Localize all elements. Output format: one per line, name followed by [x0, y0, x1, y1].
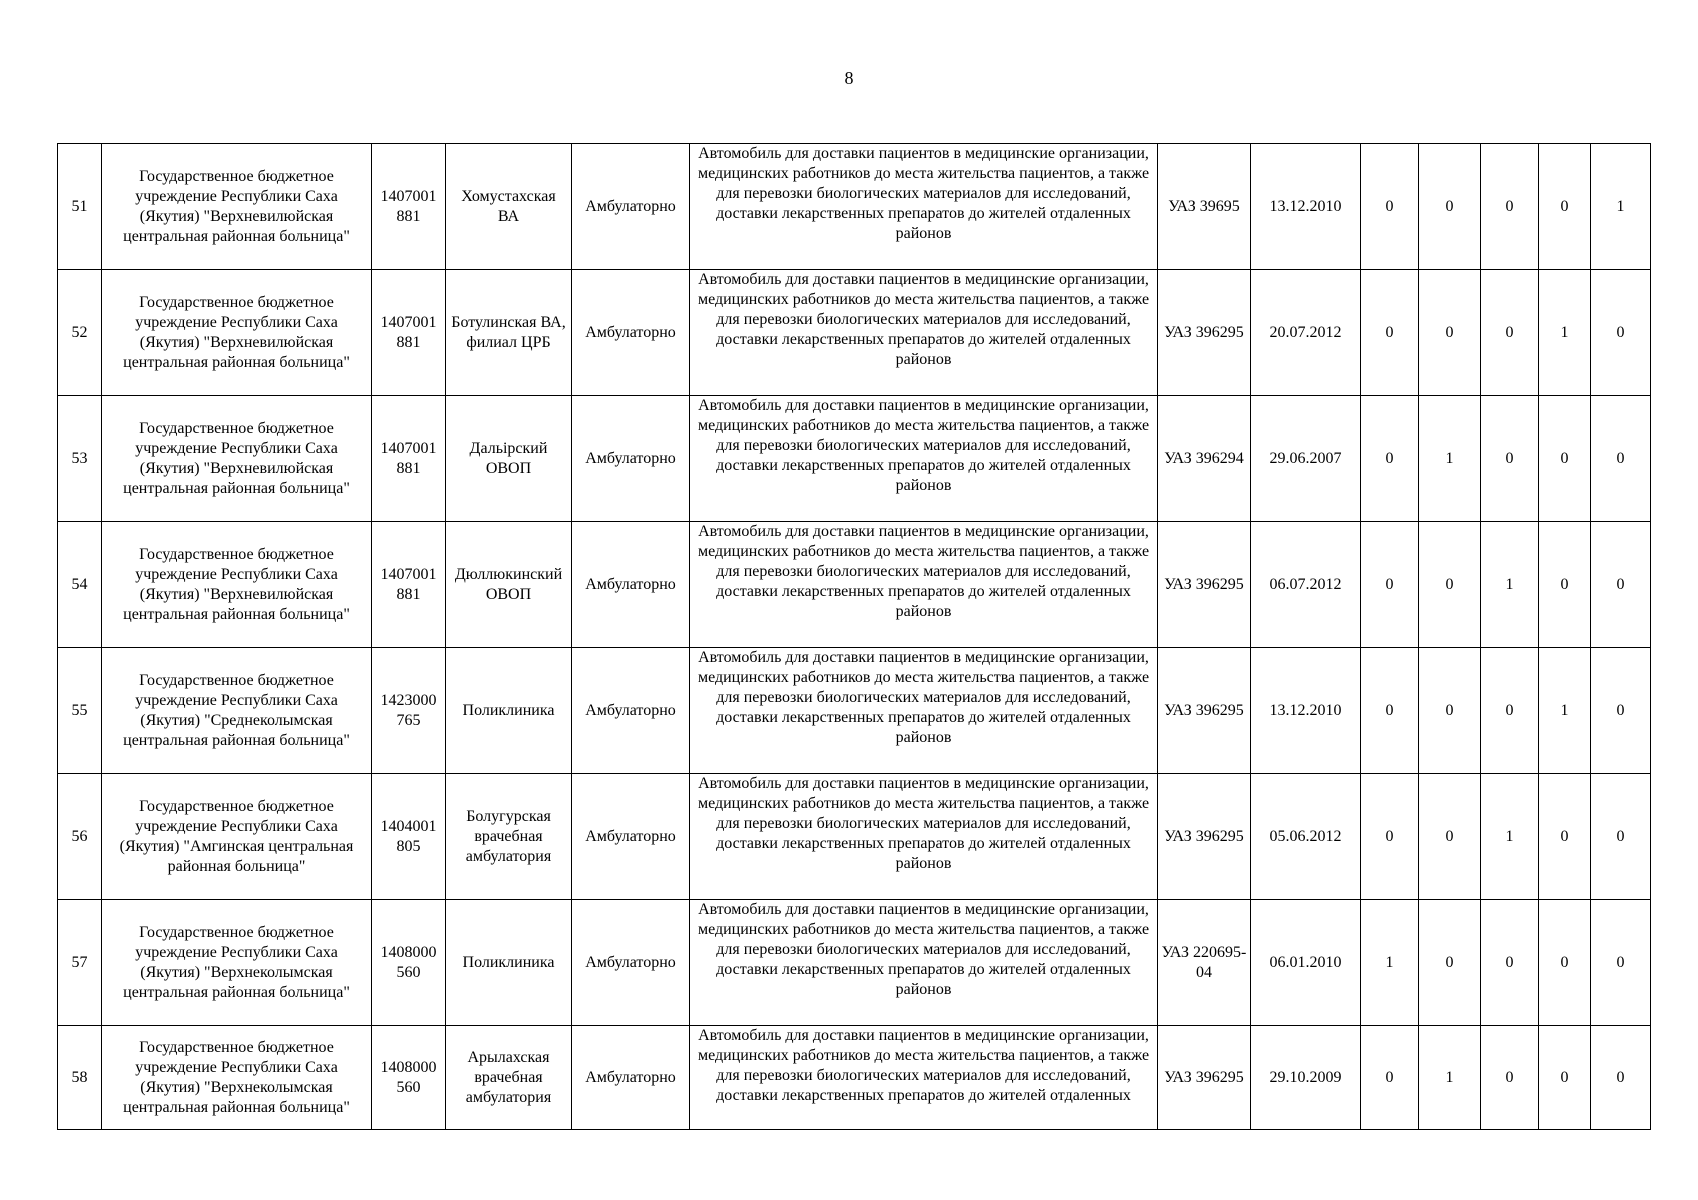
vehicle-purpose-text: Автомобиль для доставки пациентов в медицинские организации, медицинских работников до места жительства пациентов, а также для перевозки биологических материалов для исследований, доставки лекарственных препаратов до жителей отдаленных районов [697, 145, 1150, 242]
count-cell-5: 0 [1591, 396, 1651, 522]
count-cell-3: 1 [1481, 522, 1539, 648]
vehicle-purpose-cell [690, 522, 1158, 648]
org-code-cell: 1408000 560 [372, 900, 446, 1026]
unit-cell: Арылахская врачебная амбулатория [446, 1026, 572, 1130]
row-number-cell: 51 [58, 144, 102, 270]
vehicle-purpose-text: Автомобиль для доставки пациентов в медицинские организации, медицинских работников до места жительства пациентов, а также для перевозки биологических материалов для исследований, доставки лекарственных препаратов до жителей отдаленных районов [697, 775, 1150, 872]
count-cell-2: 0 [1419, 522, 1481, 648]
org-code-cell: 1407001 881 [372, 396, 446, 522]
unit-cell: Ботулинская ВА, филиал ЦРБ [446, 270, 572, 396]
count-cell-2: 0 [1419, 900, 1481, 1026]
count-cell-2: 0 [1419, 774, 1481, 900]
table-row [58, 144, 1651, 270]
count-cell-3: 0 [1481, 900, 1539, 1026]
care-type-cell: Амбулаторно [572, 396, 690, 522]
vehicle-model-cell: УАЗ 396294 [1158, 396, 1251, 522]
row-number-cell: 57 [58, 900, 102, 1026]
unit-cell: Поликлиника [446, 900, 572, 1026]
count-cell-5: 0 [1591, 522, 1651, 648]
count-cell-2: 0 [1419, 648, 1481, 774]
vehicle-model-cell: УАЗ 39695 [1158, 144, 1251, 270]
org-code-cell: 1407001 881 [372, 144, 446, 270]
organization-cell: Государственное бюджетное учреждение Республики Саха (Якутия) "Верхневилюйская центральная районная больница" [102, 396, 372, 522]
count-cell-2: 0 [1419, 144, 1481, 270]
table-row [58, 270, 1651, 396]
vehicle-purpose-cell [690, 648, 1158, 774]
date-cell: 29.06.2007 [1251, 396, 1361, 522]
count-cell-5: 0 [1591, 648, 1651, 774]
count-cell-5: 0 [1591, 1026, 1651, 1130]
vehicle-model-cell: УАЗ 396295 [1158, 774, 1251, 900]
organization-cell: Государственное бюджетное учреждение Республики Саха (Якутия) "Верхнеколымская центральная районная больница" [102, 900, 372, 1026]
vehicle-purpose-text: Автомобиль для доставки пациентов в медицинские организации, медицинских работников до места жительства пациентов, а также для перевозки биологических материалов для исследований, доставки лекарственных препаратов до жителей отдаленных районов [697, 271, 1150, 368]
count-cell-4: 0 [1539, 144, 1591, 270]
count-cell-3: 0 [1481, 648, 1539, 774]
row-number-cell: 54 [58, 522, 102, 648]
row-number-cell: 52 [58, 270, 102, 396]
date-cell: 20.07.2012 [1251, 270, 1361, 396]
org-code-cell: 1408000 560 [372, 1026, 446, 1130]
row-number-cell: 55 [58, 648, 102, 774]
row-number-cell: 53 [58, 396, 102, 522]
count-cell-3: 0 [1481, 270, 1539, 396]
organization-cell: Государственное бюджетное учреждение Республики Саха (Якутия) "Верхнеколымская центральная районная больница" [102, 1026, 372, 1130]
vehicle-purpose-text: Автомобиль для доставки пациентов в медицинские организации, медицинских работников до места жительства пациентов, а также для перевозки биологических материалов для исследований, доставки лекарственных препаратов до жителей отдаленных районов [697, 523, 1150, 620]
count-cell-5: 0 [1591, 270, 1651, 396]
care-type-cell: Амбулаторно [572, 270, 690, 396]
count-cell-1: 1 [1361, 900, 1419, 1026]
count-cell-2: 0 [1419, 270, 1481, 396]
organization-cell: Государственное бюджетное учреждение Республики Саха (Якутия) "Амгинская центральная районная больница" [102, 774, 372, 900]
organization-cell: Государственное бюджетное учреждение Республики Саха (Якутия) "Среднеколымская центральная районная больница" [102, 648, 372, 774]
care-type-cell: Амбулаторно [572, 1026, 690, 1130]
count-cell-4: 1 [1539, 648, 1591, 774]
vehicle-purpose-cell [690, 900, 1158, 1026]
count-cell-2: 1 [1419, 1026, 1481, 1130]
count-cell-3: 1 [1481, 774, 1539, 900]
table-row [58, 900, 1651, 1026]
care-type-cell: Амбулаторно [572, 774, 690, 900]
count-cell-4: 0 [1539, 396, 1591, 522]
row-number-cell: 56 [58, 774, 102, 900]
unit-cell: Дальірский ОВОП [446, 396, 572, 522]
count-cell-3: 0 [1481, 396, 1539, 522]
vehicle-model-cell: УАЗ 396295 [1158, 522, 1251, 648]
count-cell-2: 1 [1419, 396, 1481, 522]
vehicle-purpose-text: Автомобиль для доставки пациентов в медицинские организации, медицинских работников до места жительства пациентов, а также для перевозки биологических материалов для исследований, доставки лекарственных препаратов до жителей отдаленных районов [697, 649, 1150, 746]
count-cell-1: 0 [1361, 774, 1419, 900]
count-cell-1: 0 [1361, 396, 1419, 522]
count-cell-3: 0 [1481, 144, 1539, 270]
date-cell: 29.10.2009 [1251, 1026, 1361, 1130]
count-cell-3: 0 [1481, 1026, 1539, 1130]
table-row [58, 522, 1651, 648]
count-cell-1: 0 [1361, 648, 1419, 774]
table-row [58, 648, 1651, 774]
date-cell: 06.07.2012 [1251, 522, 1361, 648]
organization-cell: Государственное бюджетное учреждение Республики Саха (Якутия) "Верхневилюйская центральная районная больница" [102, 270, 372, 396]
count-cell-4: 0 [1539, 1026, 1591, 1130]
vehicle-purpose-cell [690, 774, 1158, 900]
unit-cell: Хомустахская ВА [446, 144, 572, 270]
count-cell-4: 1 [1539, 270, 1591, 396]
date-cell: 05.06.2012 [1251, 774, 1361, 900]
care-type-cell: Амбулаторно [572, 522, 690, 648]
org-code-cell: 1423000 765 [372, 648, 446, 774]
vehicle-purpose-text: Автомобиль для доставки пациентов в медицинские организации, медицинских работников до места жительства пациентов, а также для перевозки биологических материалов для исследований, доставки лекарственных препаратов до жителей отдаленных районов [697, 901, 1150, 998]
vehicle-model-cell: УАЗ 220695-04 [1158, 900, 1251, 1026]
vehicle-purpose-cell [690, 270, 1158, 396]
unit-cell: Дюллюкинский ОВОП [446, 522, 572, 648]
count-cell-1: 0 [1361, 522, 1419, 648]
table-row [58, 1026, 1651, 1130]
unit-cell: Поликлиника [446, 648, 572, 774]
count-cell-1: 0 [1361, 144, 1419, 270]
vehicle-purpose-cell [690, 396, 1158, 522]
vehicle-model-cell: УАЗ 396295 [1158, 270, 1251, 396]
count-cell-1: 0 [1361, 1026, 1419, 1130]
vehicle-purpose-text: Автомобиль для доставки пациентов в медицинские организации, медицинских работников до места жительства пациентов, а также для перевозки биологических материалов для исследований, доставки лекарственных препаратов до жителей отдаленных [697, 1027, 1150, 1104]
count-cell-1: 0 [1361, 270, 1419, 396]
date-cell: 13.12.2010 [1251, 648, 1361, 774]
org-code-cell: 1407001 881 [372, 522, 446, 648]
date-cell: 13.12.2010 [1251, 144, 1361, 270]
vehicle-registry-table [57, 143, 1651, 1130]
row-number-cell: 58 [58, 1026, 102, 1130]
org-code-cell: 1404001 805 [372, 774, 446, 900]
vehicle-model-cell: УАЗ 396295 [1158, 648, 1251, 774]
vehicle-purpose-text: Автомобиль для доставки пациентов в медицинские организации, медицинских работников до места жительства пациентов, а также для перевозки биологических материалов для исследований, доставки лекарственных препаратов до жителей отдаленных районов [697, 397, 1150, 494]
count-cell-4: 0 [1539, 900, 1591, 1026]
count-cell-4: 0 [1539, 522, 1591, 648]
count-cell-5: 0 [1591, 774, 1651, 900]
count-cell-5: 0 [1591, 900, 1651, 1026]
care-type-cell: Амбулаторно [572, 648, 690, 774]
table-row [58, 774, 1651, 900]
care-type-cell: Амбулаторно [572, 900, 690, 1026]
count-cell-5: 1 [1591, 144, 1651, 270]
vehicle-purpose-cell [690, 1026, 1158, 1130]
vehicle-registry-table-wrapper [57, 143, 1651, 1130]
care-type-cell: Амбулаторно [572, 144, 690, 270]
vehicle-model-cell: УАЗ 396295 [1158, 1026, 1251, 1130]
unit-cell: Болугурская врачебная амбулатория [446, 774, 572, 900]
count-cell-4: 0 [1539, 774, 1591, 900]
table-row [58, 396, 1651, 522]
organization-cell: Государственное бюджетное учреждение Республики Саха (Якутия) "Верхневилюйская центральная районная больница" [102, 144, 372, 270]
organization-cell: Государственное бюджетное учреждение Республики Саха (Якутия) "Верхневилюйская центральная районная больница" [102, 522, 372, 648]
org-code-cell: 1407001 881 [372, 270, 446, 396]
date-cell: 06.01.2010 [1251, 900, 1361, 1026]
page-number: 8 [844, 68, 854, 88]
vehicle-purpose-cell [690, 144, 1158, 270]
